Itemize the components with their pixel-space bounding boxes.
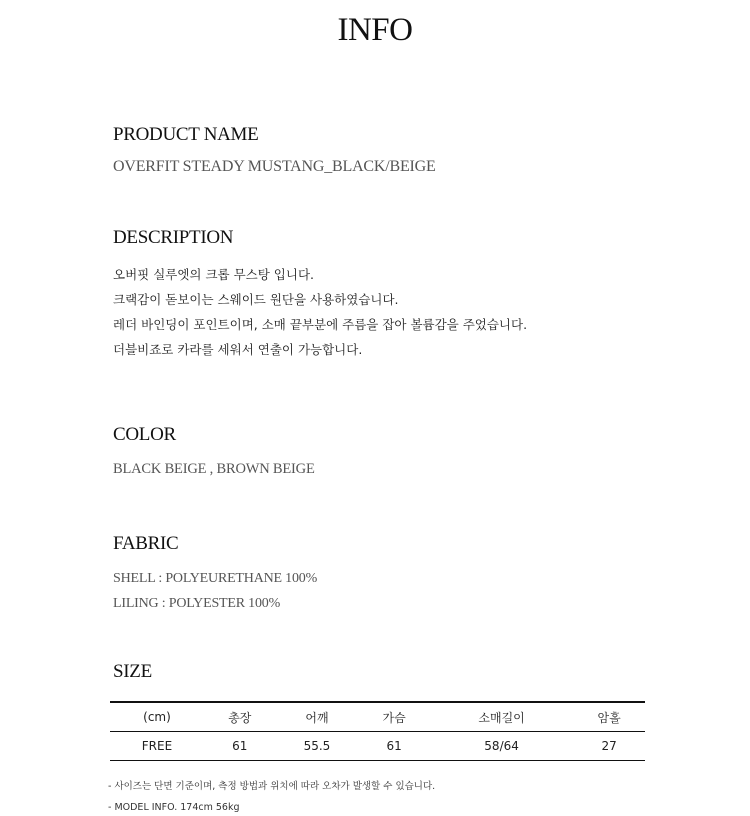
table-row xyxy=(110,732,645,761)
size-cell: 58/64 xyxy=(484,739,519,753)
description-line: 레더 바인딩이 포인트이며, 소매 끝부분에 주름을 잡아 볼륨감을 주었습니다. xyxy=(113,317,528,332)
fabric-heading: FABRIC xyxy=(113,533,179,554)
size-cell: 61 xyxy=(386,739,402,753)
description-line: 더블비죠로 카라를 세워서 연출이 가능합니다. xyxy=(113,342,363,357)
size-col-header: 어깨 xyxy=(305,710,329,725)
size-col-header: 암홀 xyxy=(597,710,621,725)
size-cell: 27 xyxy=(601,739,617,753)
size-table-header-row xyxy=(110,702,645,732)
fabric-shell: SHELL : POLYEURETHANE 100% xyxy=(113,571,318,586)
page-title: INFO xyxy=(337,12,413,48)
size-cell: 61 xyxy=(232,739,248,753)
product-name-value: OVERFIT STEADY MUSTANG_BLACK/BEIGE xyxy=(113,158,436,175)
size-col-header: 소매길이 xyxy=(478,710,525,725)
model-info-note: - MODEL INFO. 174cm 56kg xyxy=(108,802,240,813)
description-line: 오버핏 실루엣의 크롭 무스탕 입니다. xyxy=(113,267,314,282)
color-value: BLACK BEIGE , BROWN BEIGE xyxy=(113,461,315,477)
size-cell: 55.5 xyxy=(303,739,331,753)
size-col-header: 총장 xyxy=(228,710,252,725)
size-col-header: 가슴 xyxy=(382,710,406,725)
color-heading: COLOR xyxy=(113,424,176,445)
product-name-heading: PRODUCT NAME xyxy=(113,124,259,145)
description-heading: DESCRIPTION xyxy=(113,227,234,248)
size-col-header: (cm) xyxy=(143,710,171,724)
size-cell: FREE xyxy=(141,739,173,753)
size-note: - 사이즈는 단면 기준이며, 측정 방법과 위치에 따라 오차가 발생할 수 있습니다. xyxy=(108,781,436,792)
size-table xyxy=(110,701,645,761)
fabric-lining: LILING : POLYESTER 100% xyxy=(113,596,281,611)
size-heading: SIZE xyxy=(113,661,152,682)
description-line: 크랙감이 돋보이는 스웨이드 원단을 사용하였습니다. xyxy=(113,292,399,307)
